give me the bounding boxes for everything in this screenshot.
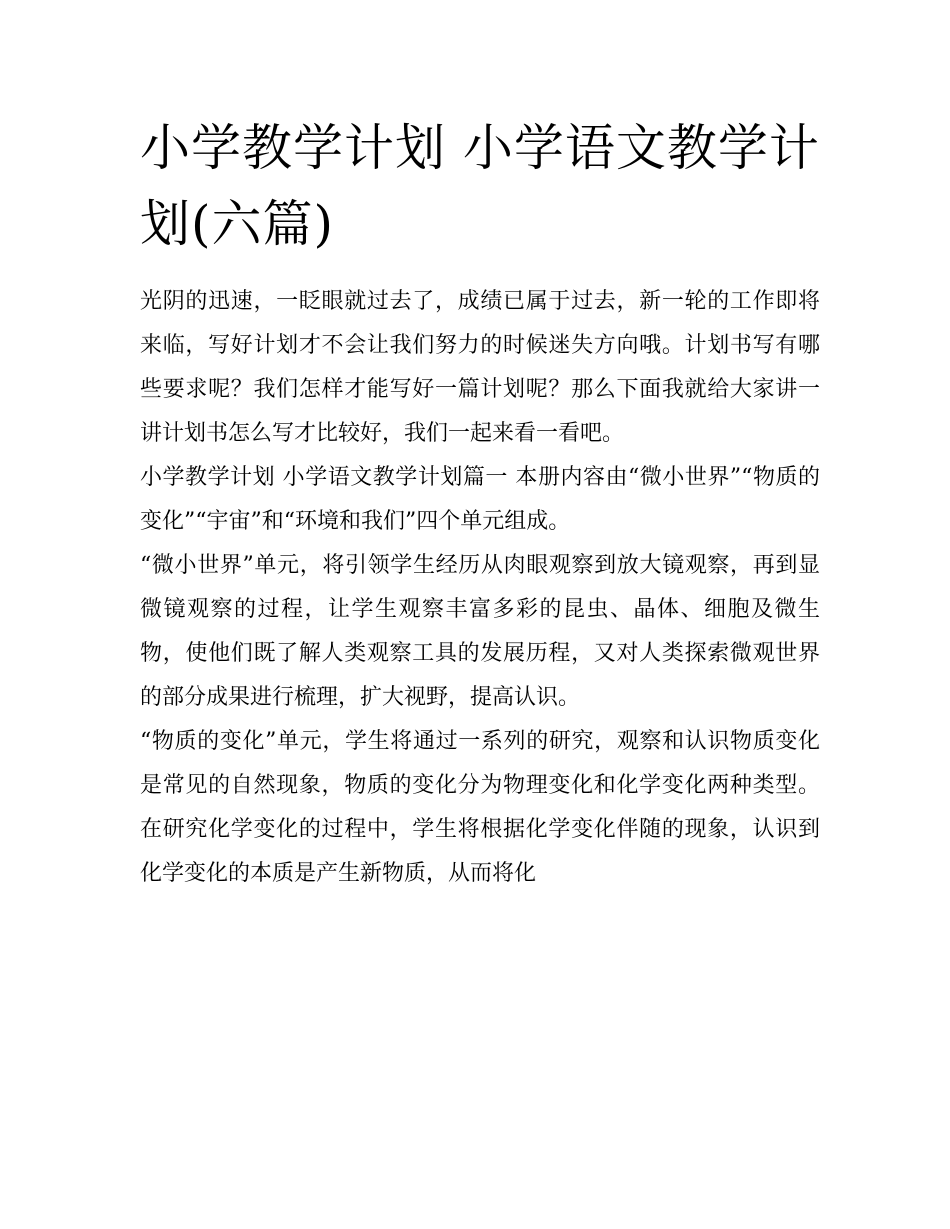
document-body — [140, 280, 820, 896]
intro-paragraph: 光阴的迅速，一眨眼就过去了，成绩已属于过去，新一轮的工作即将来临，写好计划才不会让我们努力的时候迷失方向哦。计划书写有哪些要求呢？我们怎样才能写好一篇计划呢？那么下面我就给大家讲一讲计划书怎么写才比较好，我们一起来看一看吧。 — [140, 289, 820, 446]
micro-world-paragraph: “微小世界”单元，将引领学生经历从肉眼观察到放大镜观察，再到显微镜观察的过程，让学生观察丰富多彩的昆虫、晶体、细胞及微生物，使他们既了解人类观察工具的发展历程，又对人类探索微观世界的部分成果进行梳理，扩大视野，提高认识。 — [140, 553, 820, 710]
document-title: 小学教学计划 小学语文教学计划(六篇) — [140, 119, 820, 253]
section-one-paragraph: 小学教学计划 小学语文教学计划篇一 本册内容由“微小世界”“物质的变化”“宇宙”和“环境和我们”四个单元组成。 — [140, 465, 820, 534]
matter-change-paragraph: “物质的变化”单元，学生将通过一系列的研究，观察和认识物质变化是常见的自然现象，物质的变化分为物理变化和化学变化两种类型。在研究化学变化的过程中，学生将根据化学变化伴随的现象，认识到化学变化的本质是产生新物质，从而将化 — [140, 729, 820, 886]
